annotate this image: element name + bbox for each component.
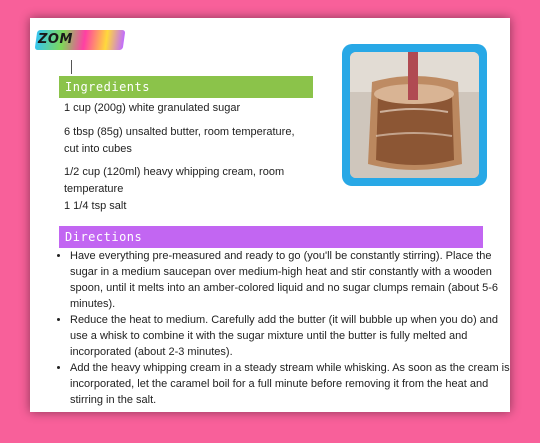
ingredient-item: 1 1/4 tsp salt <box>64 200 127 212</box>
logo-text: ZOM <box>38 32 73 47</box>
ingredient-item: 6 tbsp (85g) unsalted butter, room temperature, cut into cubes <box>64 126 295 155</box>
ingredient-item: 1/2 cup (120ml) heavy whipping cream, room temperature <box>64 166 285 195</box>
photo-frame <box>342 44 487 186</box>
direction-step: • Add the heavy whipping cream in a steady stream while whisking. As soon as the cream is incorporated, let the caramel boil for a full minute before removing it from the heat and stirring in the salt. <box>70 360 514 408</box>
text-cursor <box>71 60 72 74</box>
direction-step: • Have everything pre-measured and ready to go (you'll be constantly stirring). Place the sugar in a medium saucepan over medium-high heat and stir constantly with a wooden spoon, until it melts into an amber-colored liquid and no sugar clumps remain (about 5-6 minutes). <box>70 248 514 312</box>
jar-illustration <box>350 52 479 178</box>
directions-heading: Directions <box>59 226 483 248</box>
directions-list <box>48 248 514 408</box>
ingredient-item: 1 cup (200g) white granulated sugar <box>64 102 241 114</box>
direction-step: • Reduce the heat to medium. Carefully add the butter (it will bubble up when you do) and use a whisk to combine it with the sugar mixture until the butter is fully melted and incorporated (about 2-3 minutes). <box>70 312 514 360</box>
ingredients-heading: Ingredients <box>59 76 313 98</box>
recipe-card <box>30 18 510 412</box>
caramel-jar-photo <box>350 52 479 178</box>
